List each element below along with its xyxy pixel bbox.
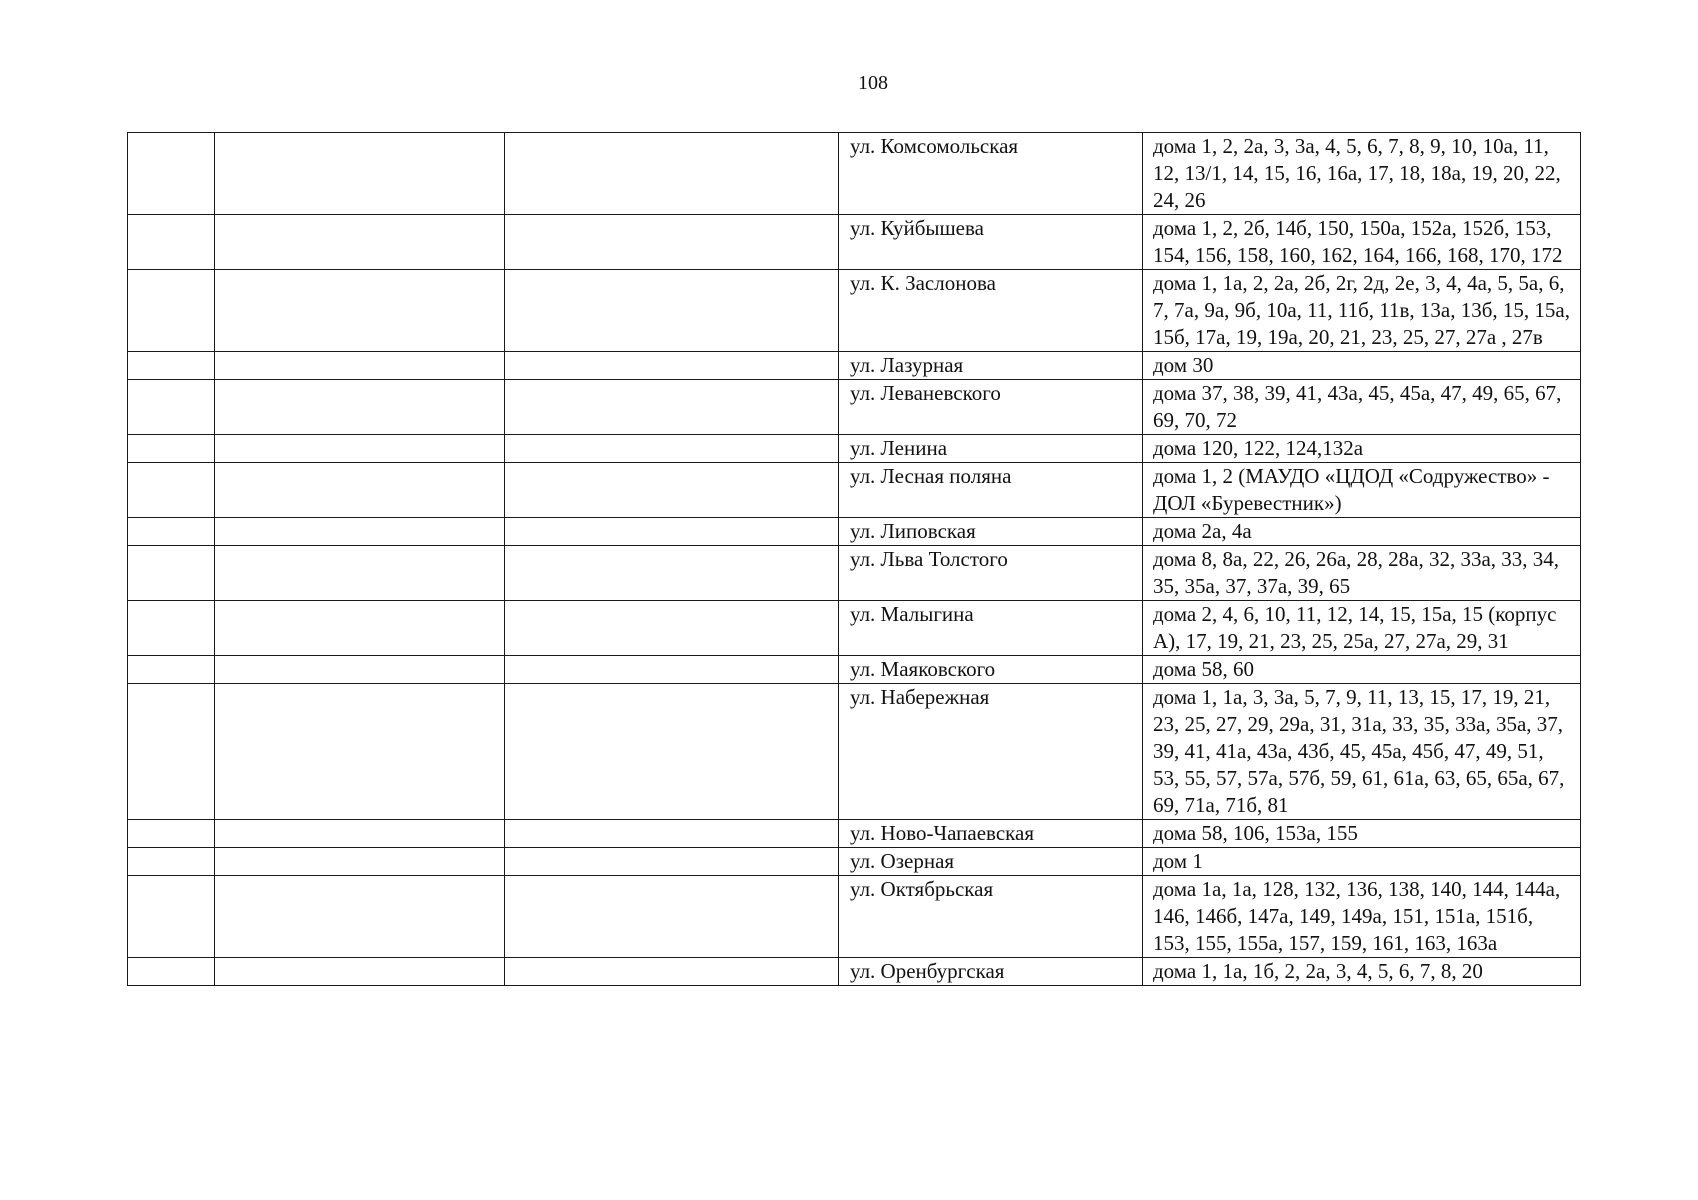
house-numbers-cell: дома 37, 38, 39, 41, 43а, 45, 45а, 47, 49, 65, 67, 69, 70, 72	[1143, 380, 1581, 435]
street-name-cell: ул. Льва Толстого	[839, 546, 1143, 601]
house-numbers-cell: дома 1, 1а, 3, 3а, 5, 7, 9, 11, 13, 15, 17, 19, 21, 23, 25, 27, 29, 29а, 31, 31а, 33, 35, 33а, 35а, 37, 39, 41, 41а, 43а, 43б, 45, 45а, 45б, 47, 49, 51, 53, 55, 57, 57а, 57б, 59, 61, 61а, 63, 65, 65а, 67, 69, 71а, 71б, 81	[1143, 684, 1581, 820]
empty-cell	[505, 463, 839, 518]
empty-cell	[505, 352, 839, 380]
table-row	[128, 215, 1581, 270]
empty-cell	[215, 601, 505, 656]
house-numbers-cell: дома 1, 2, 2а, 3, 3а, 4, 5, 6, 7, 8, 9, 10, 10а, 11, 12, 13/1, 14, 15, 16, 16а, 17, 18, 18а, 19, 20, 22, 24, 26	[1143, 133, 1581, 215]
street-name-cell: ул. Лесная поляна	[839, 463, 1143, 518]
street-name-cell: ул. К. Заслонова	[839, 270, 1143, 352]
street-name-cell: ул. Лазурная	[839, 352, 1143, 380]
street-name-cell: ул. Малыгина	[839, 601, 1143, 656]
street-name-cell: ул. Леваневского	[839, 380, 1143, 435]
empty-cell	[128, 958, 215, 986]
empty-cell	[505, 684, 839, 820]
street-name-cell: ул. Комсомольская	[839, 133, 1143, 215]
empty-cell	[128, 876, 215, 958]
empty-cell	[505, 601, 839, 656]
address-table	[127, 132, 1581, 986]
empty-cell	[128, 352, 215, 380]
table-row	[128, 380, 1581, 435]
street-name-cell: ул. Ново-Чапаевская	[839, 820, 1143, 848]
empty-cell	[128, 656, 215, 684]
table-row	[128, 876, 1581, 958]
empty-cell	[215, 435, 505, 463]
street-name-cell: ул. Маяковского	[839, 656, 1143, 684]
empty-cell	[128, 215, 215, 270]
empty-cell	[128, 270, 215, 352]
empty-cell	[215, 848, 505, 876]
empty-cell	[215, 684, 505, 820]
empty-cell	[128, 463, 215, 518]
empty-cell	[128, 518, 215, 546]
table-row	[128, 684, 1581, 820]
empty-cell	[215, 352, 505, 380]
empty-cell	[505, 215, 839, 270]
table-row	[128, 463, 1581, 518]
empty-cell	[505, 435, 839, 463]
empty-cell	[128, 435, 215, 463]
house-numbers-cell: дома 58, 60	[1143, 656, 1581, 684]
table-row	[128, 820, 1581, 848]
empty-cell	[505, 270, 839, 352]
empty-cell	[128, 380, 215, 435]
empty-cell	[215, 270, 505, 352]
empty-cell	[505, 876, 839, 958]
house-numbers-cell: дома 1, 1а, 2, 2а, 2б, 2г, 2д, 2е, 3, 4, 4а, 5, 5а, 6, 7, 7а, 9а, 9б, 10а, 11, 11б, 11в, 13а, 13б, 15, 15а, 15б, 17а, 19, 19а, 20, 21, 23, 25, 27, 27а , 27в	[1143, 270, 1581, 352]
table-row	[128, 518, 1581, 546]
empty-cell	[505, 133, 839, 215]
address-table-body	[128, 133, 1581, 986]
table-row	[128, 958, 1581, 986]
street-name-cell: ул. Оренбургская	[839, 958, 1143, 986]
house-numbers-cell: дома 1, 2, 2б, 14б, 150, 150а, 152а, 152б, 153, 154, 156, 158, 160, 162, 164, 166, 168, 170, 172	[1143, 215, 1581, 270]
empty-cell	[215, 656, 505, 684]
empty-cell	[505, 848, 839, 876]
table-row	[128, 352, 1581, 380]
empty-cell	[215, 546, 505, 601]
table-row	[128, 270, 1581, 352]
empty-cell	[505, 820, 839, 848]
house-numbers-cell: дома 2, 4, 6, 10, 11, 12, 14, 15, 15а, 15 (корпус А), 17, 19, 21, 23, 25, 25а, 27, 27а, 29, 31	[1143, 601, 1581, 656]
street-name-cell: ул. Октябрьская	[839, 876, 1143, 958]
page-number: 108	[858, 72, 888, 94]
house-numbers-cell: дома 1а, 1а, 128, 132, 136, 138, 140, 144, 144а, 146, 146б, 147а, 149, 149а, 151, 151а, 151б, 153, 155, 155а, 157, 159, 161, 163, 163а	[1143, 876, 1581, 958]
empty-cell	[505, 656, 839, 684]
table-row	[128, 848, 1581, 876]
street-name-cell: ул. Ленина	[839, 435, 1143, 463]
house-numbers-cell: дом 30	[1143, 352, 1581, 380]
empty-cell	[215, 876, 505, 958]
empty-cell	[128, 684, 215, 820]
empty-cell	[215, 380, 505, 435]
empty-cell	[128, 133, 215, 215]
empty-cell	[215, 820, 505, 848]
street-name-cell: ул. Куйбышева	[839, 215, 1143, 270]
street-name-cell: ул. Липовская	[839, 518, 1143, 546]
house-numbers-cell: дома 2а, 4а	[1143, 518, 1581, 546]
empty-cell	[215, 518, 505, 546]
table-row	[128, 435, 1581, 463]
house-numbers-cell: дома 8, 8а, 22, 26, 26а, 28, 28а, 32, 33а, 33, 34, 35, 35а, 37, 37а, 39, 65	[1143, 546, 1581, 601]
empty-cell	[215, 958, 505, 986]
empty-cell	[128, 601, 215, 656]
house-numbers-cell: дома 58, 106, 153а, 155	[1143, 820, 1581, 848]
empty-cell	[505, 958, 839, 986]
empty-cell	[215, 133, 505, 215]
street-name-cell: ул. Набережная	[839, 684, 1143, 820]
empty-cell	[505, 518, 839, 546]
empty-cell	[505, 380, 839, 435]
table-row	[128, 133, 1581, 215]
empty-cell	[505, 546, 839, 601]
empty-cell	[215, 215, 505, 270]
empty-cell	[128, 546, 215, 601]
empty-cell	[128, 848, 215, 876]
table-row	[128, 656, 1581, 684]
empty-cell	[128, 820, 215, 848]
house-numbers-cell: дома 1, 1а, 1б, 2, 2а, 3, 4, 5, 6, 7, 8, 20	[1143, 958, 1581, 986]
empty-cell	[215, 463, 505, 518]
house-numbers-cell: дома 1, 2 (МАУДО «ЦДОД «Содружество» - ДОЛ «Буревестник»)	[1143, 463, 1581, 518]
street-name-cell: ул. Озерная	[839, 848, 1143, 876]
table-row	[128, 546, 1581, 601]
table-row	[128, 601, 1581, 656]
house-numbers-cell: дом 1	[1143, 848, 1581, 876]
house-numbers-cell: дома 120, 122, 124,132а	[1143, 435, 1581, 463]
